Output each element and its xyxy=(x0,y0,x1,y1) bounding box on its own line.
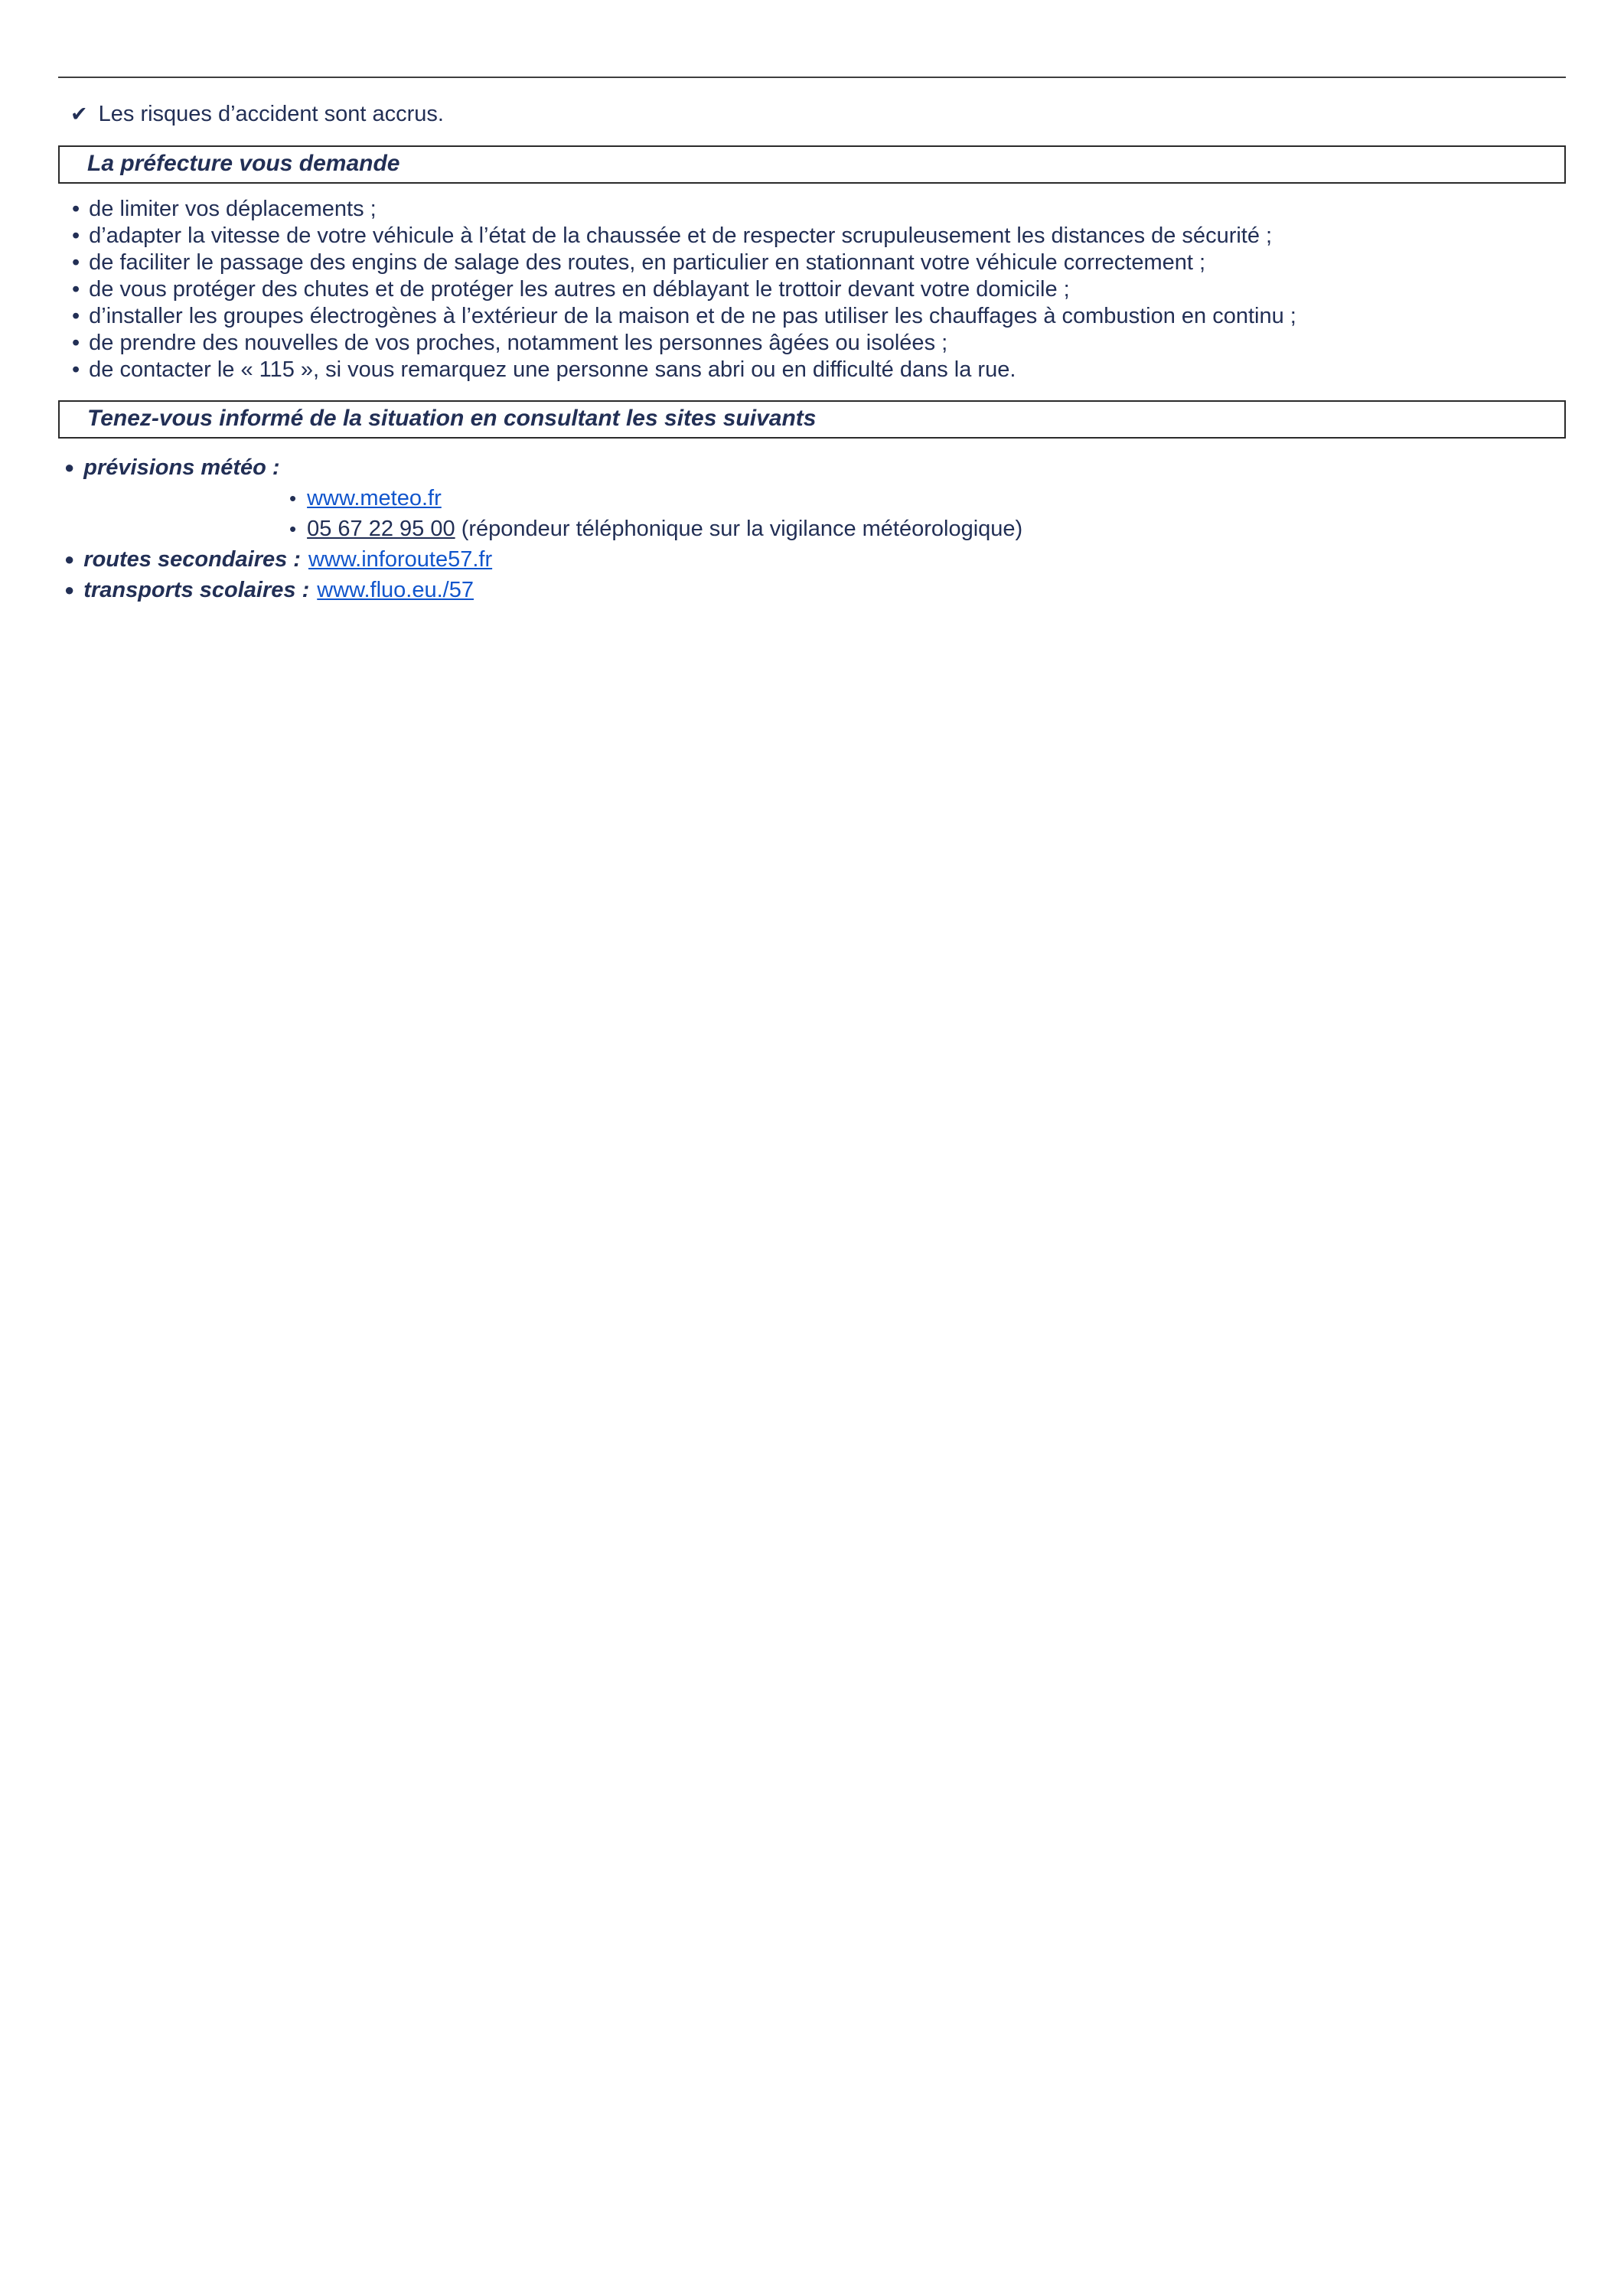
list-item-text: de vous protéger des chutes et de protéger les autres en déblayant le trottoir devant votre domicile ; xyxy=(89,277,1070,302)
disc-bullet-icon: ● xyxy=(64,458,75,477)
site-label-transports: transports scolaires : xyxy=(83,578,310,602)
bullet-icon: • xyxy=(72,197,80,221)
top-divider xyxy=(58,77,1566,78)
disc-bullet-icon: ● xyxy=(64,580,75,599)
meteo-link[interactable]: www.meteo.fr xyxy=(307,486,442,510)
list-item-text: de contacter le « 115 », si vous remarquez une personne sans abri ou en difficulté dans la rue. xyxy=(89,357,1016,382)
bullet-icon: • xyxy=(72,331,80,355)
bullet-icon: • xyxy=(289,487,297,510)
bullet-icon: • xyxy=(72,304,80,328)
sub-item-meteo-link xyxy=(289,483,1566,514)
list-item-text: de faciliter le passage des engins de salage des routes, en particulier en stationnant votre véhicule correctement ; xyxy=(89,250,1206,275)
phone-suffix-text: (répondeur téléphonique sur la vigilance météorologique) xyxy=(461,517,1023,541)
list-item xyxy=(72,249,1566,276)
section-header-sites xyxy=(58,400,1566,439)
list-item-text: d’adapter la vitesse de votre véhicule à l’état de la chaussée et de respecter scrupuleusement les distances de sécurité ; xyxy=(89,223,1273,248)
section-header-demande xyxy=(58,145,1566,184)
list-item-text: de limiter vos déplacements ; xyxy=(89,197,377,221)
bullet-icon: • xyxy=(72,277,80,302)
check-icon: ✔ xyxy=(70,103,88,126)
section-title-sites: Tenez-vous informé de la situation en consultant les sites suivants xyxy=(87,406,817,431)
list-item xyxy=(72,223,1566,249)
transports-link[interactable]: www.fluo.eu./57 xyxy=(317,578,474,602)
site-item-routes xyxy=(64,544,1566,575)
bullet-icon: • xyxy=(72,250,80,275)
list-item-text: d’installer les groupes électrogènes à l’extérieur de la maison et de ne pas utiliser les chauffages à combustion en continu ; xyxy=(89,304,1296,328)
sites-list xyxy=(64,452,1566,605)
list-item xyxy=(72,357,1566,383)
sub-item-phone xyxy=(289,514,1566,544)
section-title-demande: La préfecture vous demande xyxy=(87,151,400,176)
site-item-transports xyxy=(64,575,1566,605)
list-item xyxy=(72,303,1566,330)
list-item xyxy=(72,276,1566,303)
list-item-text: de prendre des nouvelles de vos proches, notamment les personnes âgées ou isolées ; xyxy=(89,331,948,355)
site-label-routes: routes secondaires : xyxy=(83,547,301,572)
list-item xyxy=(72,196,1566,223)
bullet-icon: • xyxy=(72,223,80,248)
routes-link[interactable]: www.inforoute57.fr xyxy=(308,547,493,572)
phone-link[interactable]: 05 67 22 95 00 xyxy=(307,517,455,541)
check-item xyxy=(70,99,1566,129)
demande-list xyxy=(72,196,1566,383)
list-item xyxy=(72,330,1566,357)
check-item-text: Les risques d’accident sont accrus. xyxy=(98,102,444,126)
bullet-icon: • xyxy=(72,357,80,382)
bullet-icon: • xyxy=(289,517,297,540)
site-label-meteo: prévisions météo : xyxy=(83,455,280,480)
disc-bullet-icon: ● xyxy=(64,550,75,569)
site-item-meteo xyxy=(64,452,1566,483)
page-content xyxy=(58,2,1566,605)
